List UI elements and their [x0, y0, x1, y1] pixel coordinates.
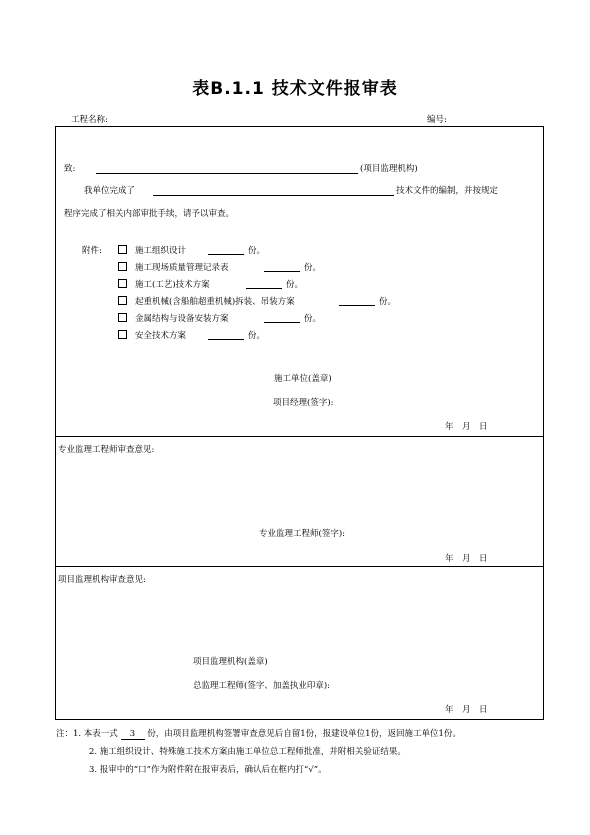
attachment-checkbox[interactable] — [118, 262, 127, 271]
date-field[interactable]: 年 月 日 — [445, 422, 488, 432]
to-label: 致: — [64, 164, 76, 174]
org-seal-label: 项目监理机构(盖章) — [193, 657, 268, 667]
contractor-seal-label: 施工单位(盖章) — [274, 374, 332, 384]
engineer-review-heading: 专业监理工程师审查意见: — [58, 445, 155, 455]
project-manager-signature[interactable]: 项目经理(签字): — [273, 398, 334, 408]
copies-blank[interactable] — [208, 254, 244, 255]
number-label: 编号: — [427, 115, 447, 125]
copies-blank[interactable] — [264, 322, 300, 323]
attachment-checkbox[interactable] — [118, 245, 127, 254]
note-2: 2. 施工组织设计、特殊施工技术方案由施工单位总工程师批准，并附相关验证结果。 — [89, 747, 406, 757]
attachment-item: 安全技术方案 份。 — [118, 329, 186, 341]
attachment-checkbox[interactable] — [118, 279, 127, 288]
document-name-blank[interactable] — [153, 195, 394, 196]
note-1: 注：1. 本表一式 3 份，由项目监理机构签署审查意见后自留1份，报建设单位1份，返回施工单位1份。 — [56, 729, 461, 739]
org-review-heading: 项目监理机构审查意见: — [58, 575, 146, 585]
copy-count: 3 — [121, 729, 145, 740]
line2-text: 程序完成了相关内部审批手续，请予以审查。 — [64, 209, 235, 219]
note-3: 3. 报审中的“口”作为附件附在报审表后，确认后在框内打“√”。 — [89, 765, 327, 775]
line1-suffix: 技术文件的编制，并按规定 — [396, 186, 499, 196]
attachment-checkbox[interactable] — [118, 330, 127, 339]
supervision-org-blank[interactable] — [96, 173, 358, 174]
copies-blank[interactable] — [264, 271, 300, 272]
line1-prefix: 我单位完成了 — [84, 186, 136, 196]
date-field[interactable]: 年 月 日 — [445, 705, 488, 715]
engineer-review-section — [55, 436, 544, 567]
copies-blank[interactable] — [246, 288, 282, 289]
page-title: 表B.1.1 技术文件报审表 — [192, 79, 398, 99]
engineer-signature[interactable]: 专业监理工程师(签字): — [259, 529, 345, 539]
attachment-item: 施工现场质量管理记录表 份。 — [118, 261, 229, 273]
project-name-label: 工程名称: — [71, 115, 108, 125]
chief-engineer-signature[interactable]: 总监理工程师(签字、加盖执业印章): — [193, 681, 330, 691]
copies-blank[interactable] — [339, 305, 375, 306]
to-suffix: (项目监理机构) — [360, 164, 418, 174]
submission-section — [55, 126, 544, 437]
attachments-label: 附件: — [82, 246, 102, 256]
attachment-checkbox[interactable] — [118, 313, 127, 322]
attachment-checkbox[interactable] — [118, 296, 127, 305]
attachment-item: 起重机械(含船舶超重机械)拆装、吊装方案 份。 — [118, 295, 295, 307]
attachment-item: 施工组织设计 份。 — [118, 244, 186, 256]
org-review-section — [55, 566, 544, 720]
attachment-item: 施工(工艺)技术方案 份。 — [118, 278, 210, 290]
attachment-item: 金属结构与设备安装方案 份。 — [118, 312, 229, 324]
copies-blank[interactable] — [208, 339, 244, 340]
date-field[interactable]: 年 月 日 — [445, 554, 488, 564]
